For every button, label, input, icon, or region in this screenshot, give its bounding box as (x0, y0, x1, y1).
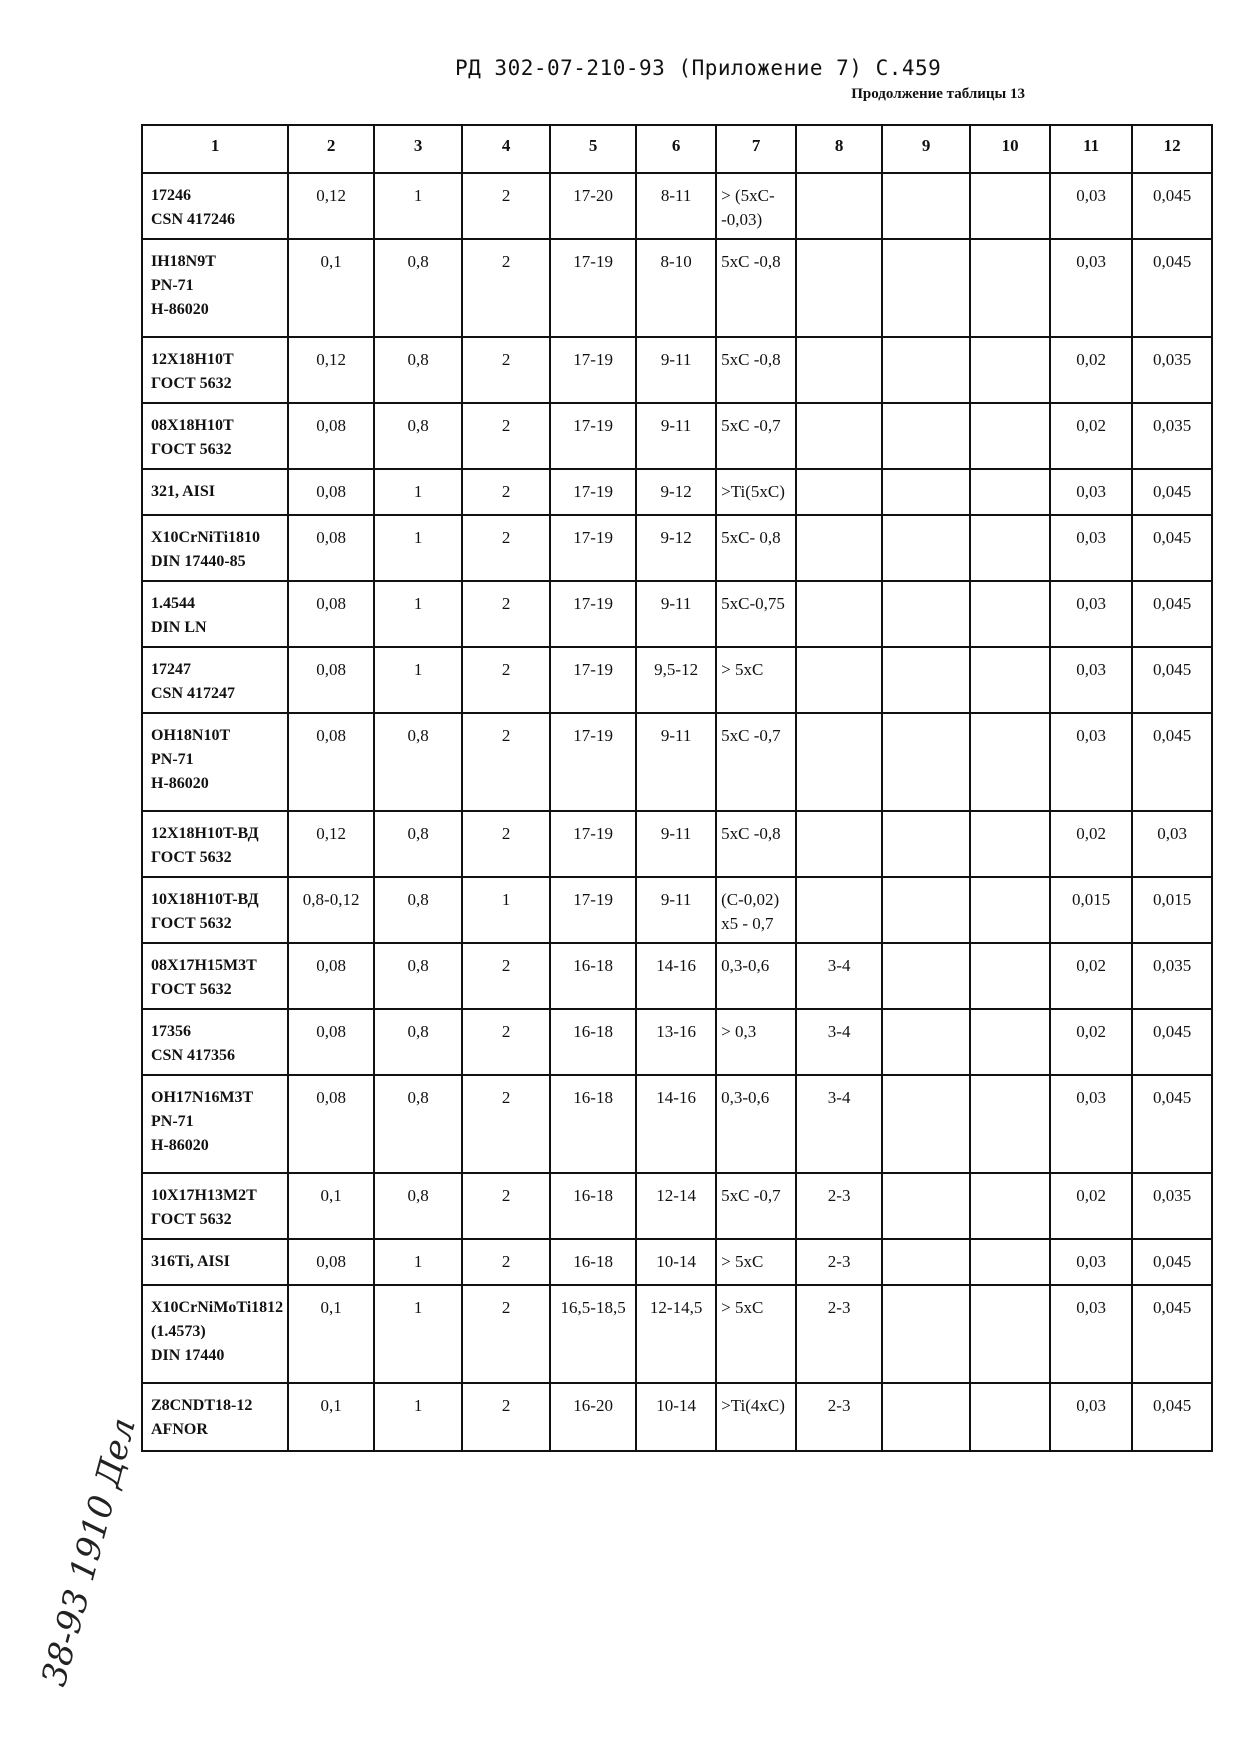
table-row (142, 173, 1212, 239)
table-cell-col-4: 2 (462, 1075, 550, 1173)
table-cell-col-2: 0,08 (288, 1075, 374, 1173)
table-cell-col-8: 3-4 (796, 943, 882, 1009)
table-cell-col-2: 0,08 (288, 647, 374, 713)
table-cell-col-10 (970, 173, 1050, 239)
table-cell-col-4: 2 (462, 713, 550, 811)
table-cell-col-11: 0,02 (1050, 1009, 1132, 1075)
table-cell-col-8 (796, 403, 882, 469)
table-row (142, 469, 1212, 515)
table-cell-col-6: 9-12 (636, 469, 716, 515)
table-cell-col-3: 1 (374, 1239, 462, 1285)
table-cell-col-9 (882, 469, 970, 515)
table-cell-col-7: > (5xC- -0,03) (716, 173, 796, 239)
page-header: РД 302-07-210-93 (Приложение 7) С.459 (455, 56, 942, 80)
column-header: 9 (882, 125, 970, 173)
table-row (142, 877, 1212, 943)
table-cell-col-4: 2 (462, 1173, 550, 1239)
table-cell-col-2: 0,1 (288, 239, 374, 337)
table-cell-col-2: 0,08 (288, 1009, 374, 1075)
table-row (142, 515, 1212, 581)
table-cell-col-5: 17-19 (550, 469, 636, 515)
table-cell-col-12: 0,045 (1132, 1009, 1212, 1075)
table-cell-col-1: X10CrNiMoTi1812 (1.4573) DIN 17440 (142, 1285, 288, 1383)
column-header: 11 (1050, 125, 1132, 173)
table-cell-col-8: 2-3 (796, 1239, 882, 1285)
table-cell-col-1: OH17N16M3T PN-71 H-86020 (142, 1075, 288, 1173)
table-cell-col-3: 0,8 (374, 337, 462, 403)
table-cell-col-11: 0,03 (1050, 515, 1132, 581)
table-cell-col-6: 9,5-12 (636, 647, 716, 713)
table-cell-col-9 (882, 403, 970, 469)
table-cell-col-9 (882, 713, 970, 811)
table-cell-col-4: 2 (462, 469, 550, 515)
table-cell-col-6: 9-11 (636, 337, 716, 403)
table-cell-col-12: 0,035 (1132, 943, 1212, 1009)
column-header: 6 (636, 125, 716, 173)
table-cell-col-2: 0,08 (288, 403, 374, 469)
table-continuation-label: Продолжение таблицы 13 (851, 86, 1025, 102)
table-cell-col-6: 14-16 (636, 1075, 716, 1173)
table-cell-col-7: 5xC -0,8 (716, 337, 796, 403)
table-cell-col-6: 9-11 (636, 713, 716, 811)
table-row (142, 1383, 1212, 1451)
table-cell-col-9 (882, 1383, 970, 1451)
table-cell-col-12: 0,045 (1132, 1285, 1212, 1383)
table-cell-col-10 (970, 1075, 1050, 1173)
table-cell-col-12: 0,035 (1132, 1173, 1212, 1239)
table-cell-col-4: 1 (462, 877, 550, 943)
table-cell-col-8 (796, 581, 882, 647)
table-cell-col-10 (970, 403, 1050, 469)
table-cell-col-11: 0,015 (1050, 877, 1132, 943)
column-header: 1 (142, 125, 288, 173)
table-cell-col-4: 2 (462, 403, 550, 469)
table-row (142, 943, 1212, 1009)
table-cell-col-10 (970, 1239, 1050, 1285)
table-cell-col-5: 17-19 (550, 403, 636, 469)
column-header: 4 (462, 125, 550, 173)
table-cell-col-11: 0,02 (1050, 337, 1132, 403)
table-cell-col-2: 0,1 (288, 1383, 374, 1451)
table-row (142, 713, 1212, 811)
table-cell-col-3: 0,8 (374, 943, 462, 1009)
table-cell-col-11: 0,03 (1050, 581, 1132, 647)
table-cell-col-12: 0,045 (1132, 515, 1212, 581)
table-cell-col-5: 16-18 (550, 943, 636, 1009)
table-cell-col-10 (970, 877, 1050, 943)
table-cell-col-5: 17-19 (550, 877, 636, 943)
table-cell-col-5: 16,5-18,5 (550, 1285, 636, 1383)
table-cell-col-11: 0,03 (1050, 647, 1132, 713)
table-cell-col-12: 0,045 (1132, 1239, 1212, 1285)
table-cell-col-6: 9-12 (636, 515, 716, 581)
table-cell-col-2: 0,08 (288, 1239, 374, 1285)
table-cell-col-8 (796, 647, 882, 713)
table-cell-col-3: 1 (374, 1285, 462, 1383)
table-cell-col-10 (970, 1285, 1050, 1383)
table-cell-col-1: IH18N9T PN-71 H-86020 (142, 239, 288, 337)
table-cell-col-2: 0,12 (288, 337, 374, 403)
table-cell-col-2: 0,08 (288, 943, 374, 1009)
table-cell-col-4: 2 (462, 173, 550, 239)
table-cell-col-2: 0,08 (288, 469, 374, 515)
column-header: 3 (374, 125, 462, 173)
table-cell-col-9 (882, 647, 970, 713)
table-cell-col-7: 5xC -0,8 (716, 811, 796, 877)
table-cell-col-10 (970, 337, 1050, 403)
table-row (142, 403, 1212, 469)
table-cell-col-8 (796, 337, 882, 403)
table-cell-col-12: 0,035 (1132, 403, 1212, 469)
table-cell-col-6: 9-11 (636, 811, 716, 877)
table-cell-col-10 (970, 515, 1050, 581)
table-cell-col-8 (796, 173, 882, 239)
table-cell-col-4: 2 (462, 239, 550, 337)
table-cell-col-10 (970, 1009, 1050, 1075)
table-cell-col-2: 0,12 (288, 811, 374, 877)
table-cell-col-4: 2 (462, 1009, 550, 1075)
table-cell-col-11: 0,03 (1050, 1239, 1132, 1285)
table-cell-col-5: 16-20 (550, 1383, 636, 1451)
table-cell-col-7: 5xC -0,7 (716, 403, 796, 469)
table-cell-col-1: OH18N10T PN-71 H-86020 (142, 713, 288, 811)
table-cell-col-9 (882, 581, 970, 647)
table-cell-col-6: 8-10 (636, 239, 716, 337)
table-row (142, 337, 1212, 403)
table-cell-col-12: 0,045 (1132, 239, 1212, 337)
table-cell-col-9 (882, 877, 970, 943)
table-cell-col-9 (882, 1285, 970, 1383)
table-cell-col-11: 0,03 (1050, 173, 1132, 239)
table-cell-col-3: 0,8 (374, 1173, 462, 1239)
table-cell-col-12: 0,035 (1132, 337, 1212, 403)
table-cell-col-11: 0,02 (1050, 943, 1132, 1009)
table-cell-col-6: 12-14,5 (636, 1285, 716, 1383)
table-cell-col-7: 5xC- 0,8 (716, 515, 796, 581)
table-cell-col-1: 08X17H15M3T ГОСТ 5632 (142, 943, 288, 1009)
table-cell-col-4: 2 (462, 1285, 550, 1383)
table-cell-col-3: 0,8 (374, 403, 462, 469)
table-cell-col-5: 16-18 (550, 1239, 636, 1285)
table-cell-col-5: 17-19 (550, 581, 636, 647)
table-cell-col-11: 0,03 (1050, 1075, 1132, 1173)
table-cell-col-3: 1 (374, 647, 462, 713)
table-cell-col-9 (882, 1075, 970, 1173)
table-cell-col-3: 1 (374, 1383, 462, 1451)
table-cell-col-8 (796, 469, 882, 515)
table-cell-col-9 (882, 515, 970, 581)
table-cell-col-1: 12X18H10T ГОСТ 5632 (142, 337, 288, 403)
table-cell-col-5: 17-19 (550, 713, 636, 811)
handwritten-margin-note: 38-93 1910 Дел (34, 1413, 144, 1691)
table-cell-col-10 (970, 1173, 1050, 1239)
table-cell-col-6: 8-11 (636, 173, 716, 239)
table-cell-col-6: 10-14 (636, 1239, 716, 1285)
steel-composition-table (141, 124, 1213, 1452)
table-cell-col-8: 2-3 (796, 1383, 882, 1451)
table-cell-col-10 (970, 1383, 1050, 1451)
table-cell-col-1: X10CrNiTi1810 DIN 17440-85 (142, 515, 288, 581)
table-row (142, 1173, 1212, 1239)
table-cell-col-2: 0,1 (288, 1173, 374, 1239)
table-cell-col-12: 0,045 (1132, 647, 1212, 713)
table-cell-col-5: 17-19 (550, 337, 636, 403)
table-cell-col-8: 2-3 (796, 1285, 882, 1383)
table-cell-col-7: 5xC -0,7 (716, 1173, 796, 1239)
table-cell-col-7: 5xC -0,8 (716, 239, 796, 337)
table-cell-col-11: 0,02 (1050, 1173, 1132, 1239)
table-cell-col-11: 0,02 (1050, 811, 1132, 877)
table-cell-col-8 (796, 811, 882, 877)
table-cell-col-7: > 5xC (716, 1239, 796, 1285)
table-cell-col-4: 2 (462, 811, 550, 877)
table-cell-col-7: >Ti(5xC) (716, 469, 796, 515)
table-cell-col-12: 0,03 (1132, 811, 1212, 877)
table-cell-col-3: 1 (374, 581, 462, 647)
table-cell-col-12: 0,045 (1132, 1075, 1212, 1173)
table-body (142, 173, 1212, 1451)
table-cell-col-5: 16-18 (550, 1075, 636, 1173)
table-cell-col-10 (970, 647, 1050, 713)
table-cell-col-10 (970, 239, 1050, 337)
table-cell-col-7: 0,3-0,6 (716, 1075, 796, 1173)
table-cell-col-1: 17246 CSN 417246 (142, 173, 288, 239)
table-cell-col-5: 16-18 (550, 1173, 636, 1239)
table-cell-col-12: 0,045 (1132, 713, 1212, 811)
table-cell-col-7: > 0,3 (716, 1009, 796, 1075)
table-cell-col-11: 0,03 (1050, 239, 1132, 337)
table-cell-col-2: 0,12 (288, 173, 374, 239)
table-cell-col-1: 10X18H10T-ВД ГОСТ 5632 (142, 877, 288, 943)
table-cell-col-7: > 5xC (716, 647, 796, 713)
table-row (142, 581, 1212, 647)
table-cell-col-6: 13-16 (636, 1009, 716, 1075)
table-cell-col-1: 17247 CSN 417247 (142, 647, 288, 713)
table-cell-col-10 (970, 469, 1050, 515)
table-cell-col-3: 1 (374, 173, 462, 239)
table-cell-col-5: 17-20 (550, 173, 636, 239)
table-cell-col-3: 1 (374, 469, 462, 515)
table-cell-col-9 (882, 239, 970, 337)
table-cell-col-4: 2 (462, 647, 550, 713)
column-header: 5 (550, 125, 636, 173)
table-cell-col-3: 0,8 (374, 713, 462, 811)
table-cell-col-1: 10X17H13M2T ГОСТ 5632 (142, 1173, 288, 1239)
table-cell-col-12: 0,045 (1132, 1383, 1212, 1451)
table-row (142, 1009, 1212, 1075)
table-cell-col-9 (882, 1173, 970, 1239)
table-cell-col-5: 16-18 (550, 1009, 636, 1075)
column-header: 8 (796, 125, 882, 173)
table-cell-col-8 (796, 877, 882, 943)
table-cell-col-8: 2-3 (796, 1173, 882, 1239)
table-cell-col-8: 3-4 (796, 1009, 882, 1075)
table-cell-col-3: 1 (374, 515, 462, 581)
table-cell-col-11: 0,03 (1050, 469, 1132, 515)
table-cell-col-2: 0,1 (288, 1285, 374, 1383)
table-cell-col-1: 17356 CSN 417356 (142, 1009, 288, 1075)
table-cell-col-5: 17-19 (550, 811, 636, 877)
table-cell-col-11: 0,03 (1050, 1285, 1132, 1383)
table-row (142, 1285, 1212, 1383)
table-cell-col-9 (882, 337, 970, 403)
table-cell-col-12: 0,045 (1132, 173, 1212, 239)
table-cell-col-6: 12-14 (636, 1173, 716, 1239)
table-cell-col-9 (882, 1009, 970, 1075)
table-cell-col-10 (970, 943, 1050, 1009)
table-cell-col-4: 2 (462, 515, 550, 581)
table-cell-col-3: 0,8 (374, 239, 462, 337)
table-cell-col-7: >Ti(4xC) (716, 1383, 796, 1451)
table-cell-col-10 (970, 811, 1050, 877)
table-cell-col-7: (C-0,02) x5 - 0,7 (716, 877, 796, 943)
table-cell-col-3: 0,8 (374, 877, 462, 943)
table-cell-col-2: 0,08 (288, 581, 374, 647)
table-cell-col-8 (796, 515, 882, 581)
table-cell-col-7: > 5xC (716, 1285, 796, 1383)
table-cell-col-12: 0,045 (1132, 581, 1212, 647)
table-cell-col-5: 17-19 (550, 239, 636, 337)
table-cell-col-4: 2 (462, 943, 550, 1009)
table-cell-col-6: 10-14 (636, 1383, 716, 1451)
table-row (142, 647, 1212, 713)
table-cell-col-1: 08X18H10T ГОСТ 5632 (142, 403, 288, 469)
table-cell-col-6: 9-11 (636, 581, 716, 647)
column-header: 2 (288, 125, 374, 173)
table-cell-col-4: 2 (462, 581, 550, 647)
table-cell-col-9 (882, 1239, 970, 1285)
header-row (142, 125, 1212, 173)
column-header: 12 (1132, 125, 1212, 173)
table-cell-col-1: 1.4544 DIN LN (142, 581, 288, 647)
table-cell-col-11: 0,03 (1050, 1383, 1132, 1451)
table-cell-col-6: 9-11 (636, 877, 716, 943)
table-cell-col-3: 0,8 (374, 811, 462, 877)
table-cell-col-10 (970, 713, 1050, 811)
table-cell-col-11: 0,02 (1050, 403, 1132, 469)
table-cell-col-9 (882, 811, 970, 877)
table-row (142, 811, 1212, 877)
table-cell-col-1: Z8CNDT18-12 AFNOR (142, 1383, 288, 1451)
table-cell-col-6: 14-16 (636, 943, 716, 1009)
table-cell-col-7: 0,3-0,6 (716, 943, 796, 1009)
table-row (142, 1075, 1212, 1173)
table-cell-col-9 (882, 943, 970, 1009)
table-cell-col-9 (882, 173, 970, 239)
column-header: 7 (716, 125, 796, 173)
table-cell-col-2: 0,08 (288, 713, 374, 811)
table-cell-col-12: 0,045 (1132, 469, 1212, 515)
table-cell-col-3: 0,8 (374, 1075, 462, 1173)
table-cell-col-7: 5xC-0,75 (716, 581, 796, 647)
table-cell-col-1: 316Ti, AISI (142, 1239, 288, 1285)
table-cell-col-8: 3-4 (796, 1075, 882, 1173)
table-cell-col-7: 5xC -0,7 (716, 713, 796, 811)
table-cell-col-2: 0,08 (288, 515, 374, 581)
table-cell-col-3: 0,8 (374, 1009, 462, 1075)
table-cell-col-4: 2 (462, 337, 550, 403)
column-header: 10 (970, 125, 1050, 173)
table-cell-col-12: 0,015 (1132, 877, 1212, 943)
table-cell-col-8 (796, 713, 882, 811)
table-cell-col-10 (970, 581, 1050, 647)
table-cell-col-6: 9-11 (636, 403, 716, 469)
table-cell-col-1: 321, AISI (142, 469, 288, 515)
table-cell-col-11: 0,03 (1050, 713, 1132, 811)
table-cell-col-2: 0,8-0,12 (288, 877, 374, 943)
table-cell-col-4: 2 (462, 1383, 550, 1451)
table-cell-col-5: 17-19 (550, 647, 636, 713)
table-cell-col-8 (796, 239, 882, 337)
table-cell-col-4: 2 (462, 1239, 550, 1285)
table-cell-col-5: 17-19 (550, 515, 636, 581)
table-row (142, 239, 1212, 337)
table-row (142, 1239, 1212, 1285)
table-cell-col-1: 12X18H10T-ВД ГОСТ 5632 (142, 811, 288, 877)
